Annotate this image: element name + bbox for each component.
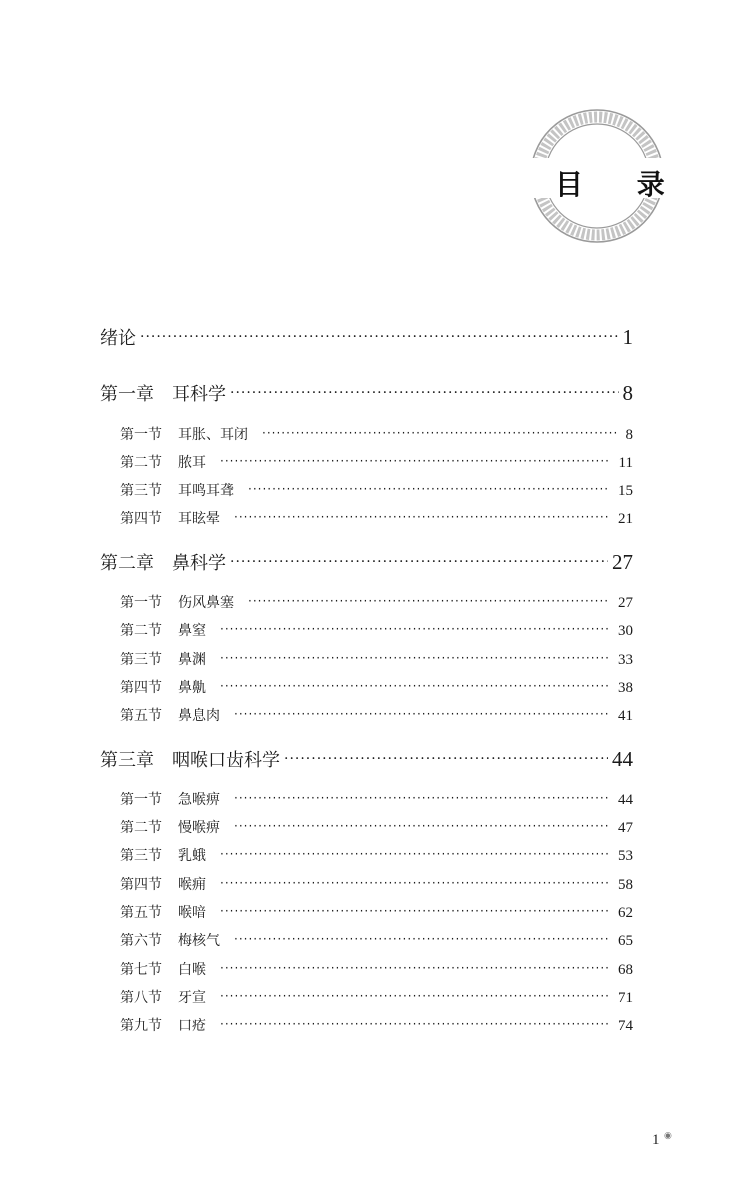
toc-section[interactable] <box>120 620 633 640</box>
section-page: 11 <box>618 455 633 471</box>
toc-section[interactable] <box>120 452 633 472</box>
section-page: 53 <box>618 848 633 864</box>
section-title: 牙宣 <box>178 990 206 1006</box>
section-page: 44 <box>618 792 633 808</box>
section-number: 第九节 <box>120 1018 162 1034</box>
toc-leader <box>220 988 610 1002</box>
toc-intro-page: 1 <box>622 325 633 349</box>
toc-leader <box>220 453 611 467</box>
section-page: 47 <box>618 820 633 836</box>
section-page: 74 <box>618 1018 633 1034</box>
section-page: 58 <box>618 877 633 893</box>
section-title: 鼻窒 <box>178 623 206 639</box>
section-page: 41 <box>618 708 633 724</box>
toc-chapter[interactable] <box>100 549 633 575</box>
section-number: 第一节 <box>120 792 162 808</box>
section-number: 第八节 <box>120 990 162 1006</box>
toc-leader <box>220 1016 610 1030</box>
chapter-page: 44 <box>612 747 633 771</box>
page-number: 1 <box>652 1132 660 1148</box>
toc-chapter[interactable] <box>100 380 633 406</box>
toc-leader <box>220 678 610 692</box>
toc-section[interactable] <box>120 1015 633 1035</box>
section-number: 第五节 <box>120 905 162 921</box>
section-page: 68 <box>618 962 633 978</box>
section-number: 第三节 <box>120 652 162 668</box>
section-title: 耳胀、耳闭 <box>178 427 248 443</box>
section-title: 急喉痹 <box>178 792 220 808</box>
section-page: 15 <box>618 483 633 499</box>
toc-leader <box>230 381 619 400</box>
toc-section[interactable] <box>120 987 633 1007</box>
toc-intro[interactable] <box>100 324 633 350</box>
section-title: 喉喑 <box>178 905 206 921</box>
toc-leader <box>220 875 610 889</box>
chapter-title: 咽喉口齿科学 <box>172 750 280 771</box>
toc-leader <box>248 481 610 495</box>
toc-leader <box>220 621 610 635</box>
toc-leader <box>220 846 610 860</box>
section-page: 30 <box>618 623 633 639</box>
toc-leader <box>230 550 608 569</box>
section-title: 鼻息肉 <box>178 708 220 724</box>
section-title: 耳眩晕 <box>178 511 220 527</box>
section-title: 伤风鼻塞 <box>178 595 234 611</box>
section-number: 第三节 <box>120 848 162 864</box>
toc-leader <box>220 903 610 917</box>
section-page: 65 <box>618 933 633 949</box>
section-title: 梅核气 <box>178 933 220 949</box>
toc-leader <box>234 818 610 832</box>
section-number: 第三节 <box>120 483 162 499</box>
toc-section[interactable] <box>120 508 633 528</box>
toc-chapter[interactable] <box>100 746 633 772</box>
toc-section[interactable] <box>120 424 633 444</box>
chapter-page: 27 <box>612 550 633 574</box>
section-title: 口疮 <box>178 1018 206 1034</box>
toc-leader <box>234 706 610 720</box>
section-number: 第四节 <box>120 877 162 893</box>
section-number: 第二节 <box>120 455 162 471</box>
section-title: 鼻渊 <box>178 652 206 668</box>
toc-section[interactable] <box>120 705 633 725</box>
section-page: 27 <box>618 595 633 611</box>
section-title: 鼻鼽 <box>178 680 206 696</box>
toc-section[interactable] <box>120 930 633 950</box>
chapter-number: 第一章 <box>100 384 154 405</box>
folio-mark-icon: ◉ <box>664 1131 672 1141</box>
section-number: 第一节 <box>120 427 162 443</box>
section-number: 第六节 <box>120 933 162 949</box>
section-page: 71 <box>618 990 633 1006</box>
section-number: 第五节 <box>120 708 162 724</box>
section-title: 耳鸣耳聋 <box>178 483 234 499</box>
toc-section[interactable] <box>120 874 633 894</box>
chapter-number: 第三章 <box>100 750 154 771</box>
toc-leader <box>140 325 619 344</box>
section-number: 第二节 <box>120 623 162 639</box>
section-number: 第二节 <box>120 820 162 836</box>
section-title: 喉痈 <box>178 877 206 893</box>
toc-section[interactable] <box>120 902 633 922</box>
toc-leader <box>220 650 610 664</box>
section-page: 33 <box>618 652 633 668</box>
section-title: 脓耳 <box>178 455 206 471</box>
toc-leader <box>262 425 618 439</box>
toc-leader <box>234 790 610 804</box>
page-title: 目 录 <box>555 168 687 201</box>
chapter-number: 第二章 <box>100 553 154 574</box>
toc-leader <box>234 931 610 945</box>
toc-section[interactable] <box>120 649 633 669</box>
toc-leader <box>220 960 610 974</box>
chapter-page: 8 <box>622 381 633 405</box>
toc-section[interactable] <box>120 817 633 837</box>
section-title: 慢喉痹 <box>178 820 220 836</box>
chapter-title: 耳科学 <box>172 384 226 405</box>
section-number: 第一节 <box>120 595 162 611</box>
toc-section[interactable] <box>120 789 633 809</box>
chapter-title: 鼻科学 <box>172 553 226 574</box>
section-number: 第四节 <box>120 680 162 696</box>
toc-section[interactable] <box>120 592 633 612</box>
section-page: 62 <box>618 905 633 921</box>
toc-section[interactable] <box>120 959 633 979</box>
toc-section[interactable] <box>120 845 633 865</box>
section-number: 第四节 <box>120 511 162 527</box>
toc-leader <box>234 509 610 523</box>
toc-leader <box>284 747 608 766</box>
toc-section[interactable] <box>120 677 633 697</box>
section-page: 38 <box>618 680 633 696</box>
section-number: 第七节 <box>120 962 162 978</box>
section-title: 白喉 <box>178 962 206 978</box>
toc-intro-label: 绪论 <box>100 328 136 349</box>
toc-leader <box>248 593 610 607</box>
section-page: 8 <box>625 427 633 443</box>
section-title: 乳蛾 <box>178 848 206 864</box>
toc-section[interactable] <box>120 480 633 500</box>
section-page: 21 <box>618 511 633 527</box>
